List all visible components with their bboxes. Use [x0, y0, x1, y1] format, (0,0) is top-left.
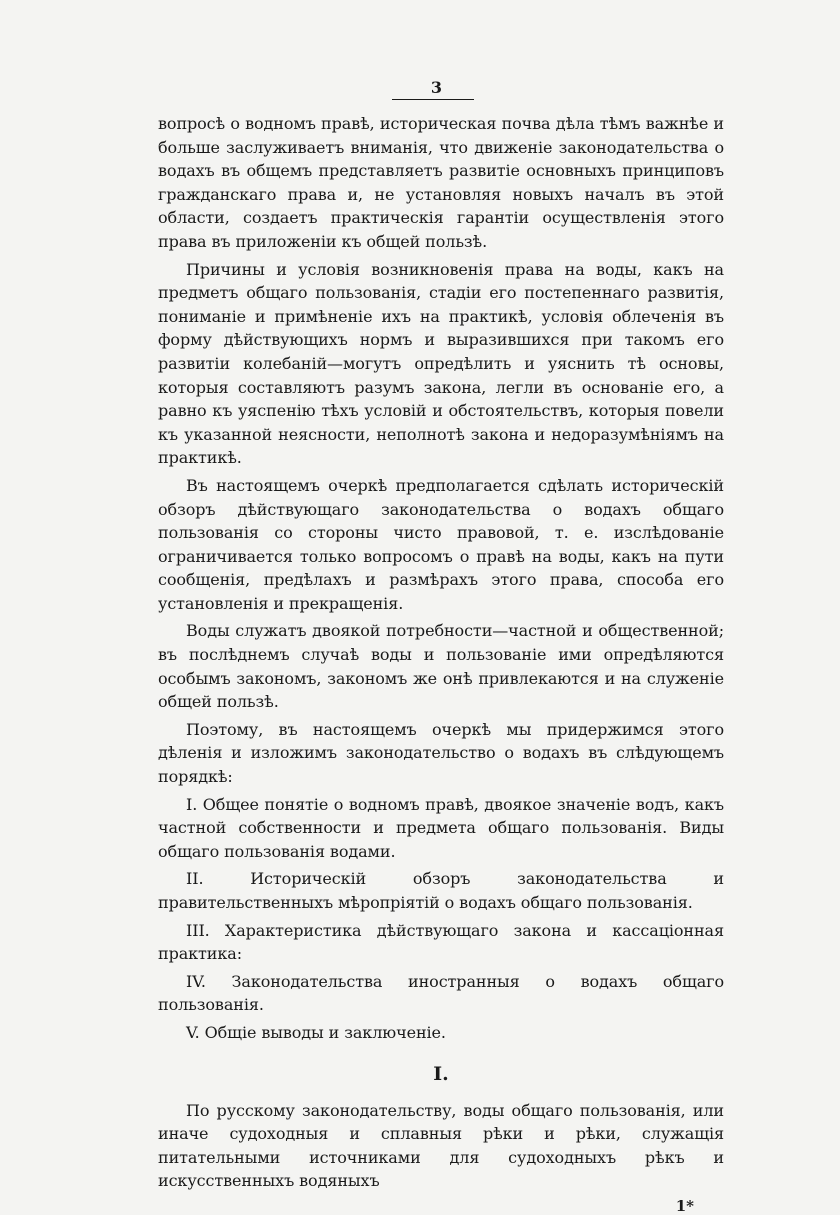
section-heading: I.: [433, 1062, 449, 1085]
outline-item-5: V. Общіе выводы и заключеніе.: [186, 1022, 446, 1042]
page-number-rule: [392, 99, 474, 100]
paragraph-1: вопросѣ о водномъ правѣ, историческая почва дѣла тѣмъ важнѣе и больше заслуживаетъ вниманія, что движеніе законодательства о водахъ въ общемъ представляетъ развитіе основныхъ принциповъ гражданскаго права и, не установляя новыхъ началъ въ этой области, создаетъ практическія гарантіи осуществленія этого права въ приложеніи къ общей пользѣ.: [158, 114, 724, 251]
paragraph-2: Причины и условія возникновенія права на воды, какъ на предметъ общаго пользованія, стадіи его постепеннаго развитія, пониманіе и примѣненіе ихъ на практикѣ, условія облеченія въ форму дѣйствующихъ нормъ и выразившихся при такомъ его развитіи колебаній—могутъ опредѣлить и уяснить тѣ основы, которыя составляютъ разумъ закона, легли въ основаніе его, а равно къ уяспенію тѣхъ условій и обстоятельствъ, которыя повели къ указанной неясности, неполнотѣ закона и недоразумѣніямъ на практикѣ.: [158, 259, 724, 468]
page-number: 3: [430, 78, 444, 97]
outline-item-1: I. Общее понятіе о водномъ правѣ, двоякое значеніе водъ, какъ частной собственности и предмета общаго пользованія. Виды общаго пользованія водами.: [158, 794, 724, 861]
outline-item-4: IV. Законодательства иностранныя о водахъ общаго пользованія.: [158, 971, 724, 1015]
paragraph-4: Воды служатъ двоякой потребности—частной и общественной; въ послѣднемъ случаѣ воды и пользованіе ими опредѣляются особымъ закономъ, закономъ же онѣ привлекаются и на служеніе общей пользѣ.: [158, 621, 724, 712]
document-page: [158, 78, 724, 1215]
paragraph-5: Поэтому, въ настоящемъ очеркѣ мы придержимся этого дѣленія и изложимъ законодательство о водахъ въ слѣдующемъ порядкѣ:: [158, 719, 724, 787]
section-paragraph: По русскому законодательству, воды общаго пользованія, или иначе судоходныя и сплавныя рѣки и рѣки, служащія питательными источниками для судоходныхъ рѣкъ и искусственныхъ водяныхъ: [158, 1100, 724, 1191]
outline-item-3: III. Характеристика дѣйствующаго закона и кассаціонная практика:: [158, 920, 724, 964]
signature-mark: 1*: [675, 1196, 694, 1215]
paragraph-3: Въ настоящемъ очеркѣ предполагается сдѣлать историческій обзоръ дѣйствующаго законодательства о водахъ общаго пользованія со стороны чисто правовой, т. е. изслѣдованіе ограничивается только вопросомъ о правѣ на воды, какъ на пути сообщенія, предѣлахъ и размѣрахъ этого права, способа его установленія и прекращенія.: [158, 475, 724, 613]
outline-item-2: II. Историческій обзоръ законодательства и правительственныхъ мѣропріятій о водахъ общаго пользованія.: [158, 869, 724, 912]
